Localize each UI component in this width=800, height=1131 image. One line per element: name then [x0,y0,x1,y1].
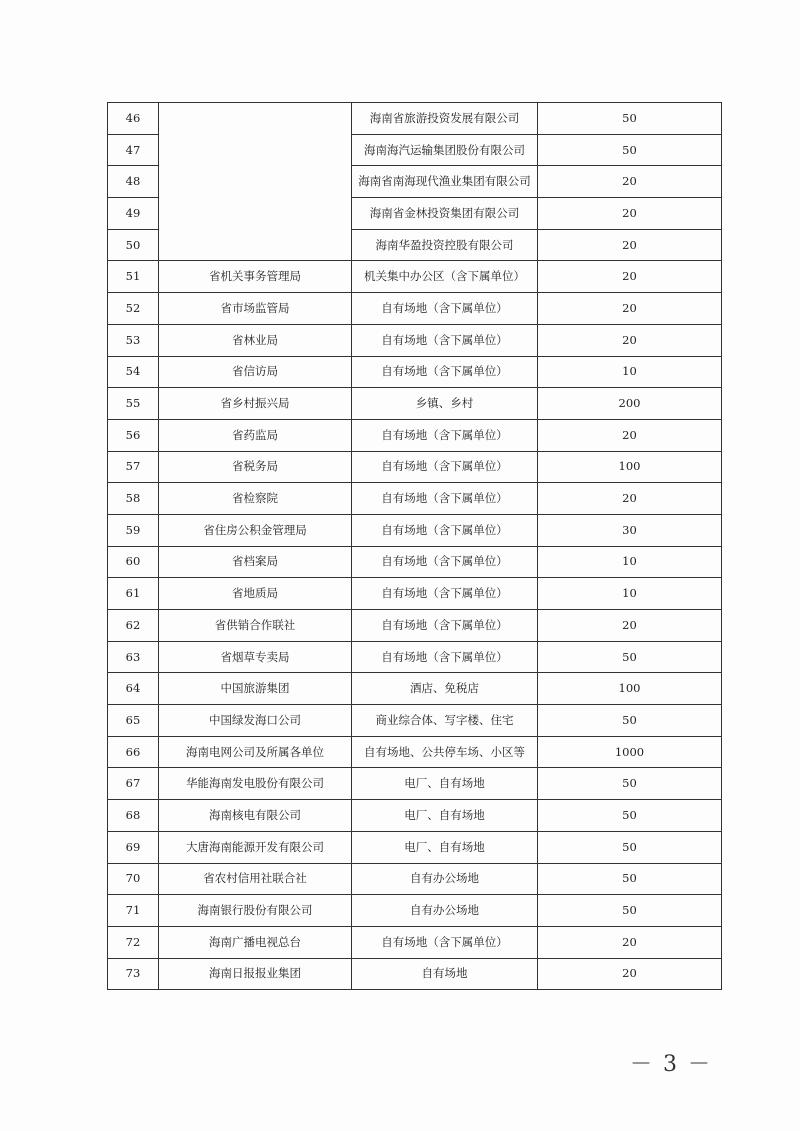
quantity-cell: 50 [538,103,722,135]
table-row [108,324,722,356]
unit-name-cell: 省地质局 [159,578,352,610]
row-number-cell: 54 [108,356,159,388]
row-number-cell: 50 [108,229,159,261]
table-row [108,578,722,610]
quantity-cell: 50 [538,705,722,737]
quantity-cell: 20 [538,293,722,325]
location-cell: 商业综合体、写字楼、住宅 [352,705,538,737]
row-number-cell: 49 [108,198,159,230]
quantity-cell: 20 [538,419,722,451]
quantity-cell: 100 [538,673,722,705]
quantity-cell: 1000 [538,736,722,768]
row-number-cell: 70 [108,863,159,895]
quantity-cell: 20 [538,229,722,261]
quantity-cell: 50 [538,831,722,863]
quantity-cell: 20 [538,166,722,198]
table-row [108,198,722,230]
table-row [108,546,722,578]
location-cell: 自有场地（含下属单位） [352,451,538,483]
table-row [108,705,722,737]
row-number-cell: 56 [108,419,159,451]
table-row [108,166,722,198]
unit-name-cell: 华能海南发电股份有限公司 [159,768,352,800]
row-number-cell: 51 [108,261,159,293]
quantity-cell: 20 [538,261,722,293]
unit-name-cell: 省烟草专卖局 [159,641,352,673]
quantity-cell: 20 [538,324,722,356]
quantity-cell: 10 [538,546,722,578]
unit-name-cell: 海南核电有限公司 [159,800,352,832]
table-row [108,736,722,768]
location-cell: 自有场地、公共停车场、小区等 [352,736,538,768]
location-cell: 自有场地（含下属单位） [352,419,538,451]
table-row [108,229,722,261]
unit-name-cell: 大唐海南能源开发有限公司 [159,831,352,863]
table-row [108,134,722,166]
table-row [108,958,722,990]
quantity-cell: 20 [538,958,722,990]
unit-name-cell: 省住房公积金管理局 [159,514,352,546]
unit-name-cell [159,229,352,261]
row-number-cell: 46 [108,103,159,135]
unit-name-cell: 省供销合作联社 [159,610,352,642]
unit-name-cell: 省机关事务管理局 [159,261,352,293]
location-cell: 自有场地（含下属单位） [352,483,538,515]
unit-name-cell: 省农村信用社联合社 [159,863,352,895]
location-cell: 机关集中办公区（含下属单位） [352,261,538,293]
unit-name-cell: 省档案局 [159,546,352,578]
row-number-cell: 68 [108,800,159,832]
unit-name-cell [159,198,352,230]
unit-name-cell [159,166,352,198]
unit-name-cell: 中国绿发海口公司 [159,705,352,737]
row-number-cell: 73 [108,958,159,990]
location-cell: 电厂、自有场地 [352,800,538,832]
table-row [108,483,722,515]
table-row [108,514,722,546]
quantity-cell: 50 [538,768,722,800]
location-cell: 自有场地（含下属单位） [352,546,538,578]
row-number-cell: 55 [108,388,159,420]
row-number-cell: 63 [108,641,159,673]
location-cell: 海南省金林投资集团有限公司 [352,198,538,230]
row-number-cell: 66 [108,736,159,768]
row-number-cell: 67 [108,768,159,800]
table-row [108,926,722,958]
unit-name-cell: 省林业局 [159,324,352,356]
row-number-cell: 62 [108,610,159,642]
location-cell: 海南省南海现代渔业集团有限公司 [352,166,538,198]
location-cell: 电厂、自有场地 [352,831,538,863]
quantity-cell: 20 [538,926,722,958]
location-cell: 海南华盈投资控股有限公司 [352,229,538,261]
location-cell: 自有场地（含下属单位） [352,578,538,610]
location-cell: 酒店、免税店 [352,673,538,705]
row-number-cell: 69 [108,831,159,863]
quantity-cell: 100 [538,451,722,483]
unit-name-cell [159,134,352,166]
unit-name-cell: 省税务局 [159,451,352,483]
table-row [108,768,722,800]
unit-name-cell [159,103,352,135]
location-cell: 自有办公场地 [352,863,538,895]
row-number-cell: 47 [108,134,159,166]
quantity-cell: 20 [538,483,722,515]
quantity-cell: 50 [538,800,722,832]
row-number-cell: 64 [108,673,159,705]
table-row [108,451,722,483]
allocation-table [107,102,722,990]
table-row [108,863,722,895]
location-cell: 自有办公场地 [352,895,538,927]
row-number-cell: 59 [108,514,159,546]
table-row [108,800,722,832]
unit-name-cell: 海南广播电视总台 [159,926,352,958]
quantity-cell: 20 [538,198,722,230]
location-cell: 乡镇、乡村 [352,388,538,420]
unit-name-cell: 省检察院 [159,483,352,515]
unit-name-cell: 海南日报报业集团 [159,958,352,990]
table-row [108,673,722,705]
table-row [108,356,722,388]
table-row [108,293,722,325]
table-row [108,261,722,293]
unit-name-cell: 省市场监管局 [159,293,352,325]
row-number-cell: 61 [108,578,159,610]
row-number-cell: 72 [108,926,159,958]
quantity-cell: 50 [538,863,722,895]
table-row [108,895,722,927]
row-number-cell: 60 [108,546,159,578]
location-cell: 自有场地（含下属单位） [352,293,538,325]
quantity-cell: 10 [538,356,722,388]
quantity-cell: 50 [538,895,722,927]
page-number: － 3 － [630,1052,712,1077]
row-number-cell: 52 [108,293,159,325]
quantity-cell: 10 [538,578,722,610]
quantity-cell: 30 [538,514,722,546]
location-cell: 自有场地（含下属单位） [352,514,538,546]
unit-name-cell: 中国旅游集团 [159,673,352,705]
unit-name-cell: 省信访局 [159,356,352,388]
location-cell: 自有场地（含下属单位） [352,926,538,958]
quantity-cell: 50 [538,641,722,673]
location-cell: 自有场地（含下属单位） [352,356,538,388]
unit-name-cell: 省乡村振兴局 [159,388,352,420]
table-row [108,388,722,420]
row-number-cell: 71 [108,895,159,927]
table-row [108,641,722,673]
quantity-cell: 20 [538,610,722,642]
location-cell: 海南省旅游投资发展有限公司 [352,103,538,135]
unit-name-cell: 海南银行股份有限公司 [159,895,352,927]
location-cell: 自有场地 [352,958,538,990]
row-number-cell: 65 [108,705,159,737]
quantity-cell: 50 [538,134,722,166]
unit-name-cell: 海南电网公司及所属各单位 [159,736,352,768]
row-number-cell: 48 [108,166,159,198]
table-row [108,610,722,642]
table-row [108,419,722,451]
allocation-table-body [108,103,722,990]
location-cell: 自有场地（含下属单位） [352,324,538,356]
unit-name-cell: 省药监局 [159,419,352,451]
location-cell: 海南海汽运输集团股份有限公司 [352,134,538,166]
row-number-cell: 57 [108,451,159,483]
table-row [108,103,722,135]
location-cell: 电厂、自有场地 [352,768,538,800]
location-cell: 自有场地（含下属单位） [352,641,538,673]
quantity-cell: 200 [538,388,722,420]
location-cell: 自有场地（含下属单位） [352,610,538,642]
table-row [108,831,722,863]
row-number-cell: 58 [108,483,159,515]
row-number-cell: 53 [108,324,159,356]
